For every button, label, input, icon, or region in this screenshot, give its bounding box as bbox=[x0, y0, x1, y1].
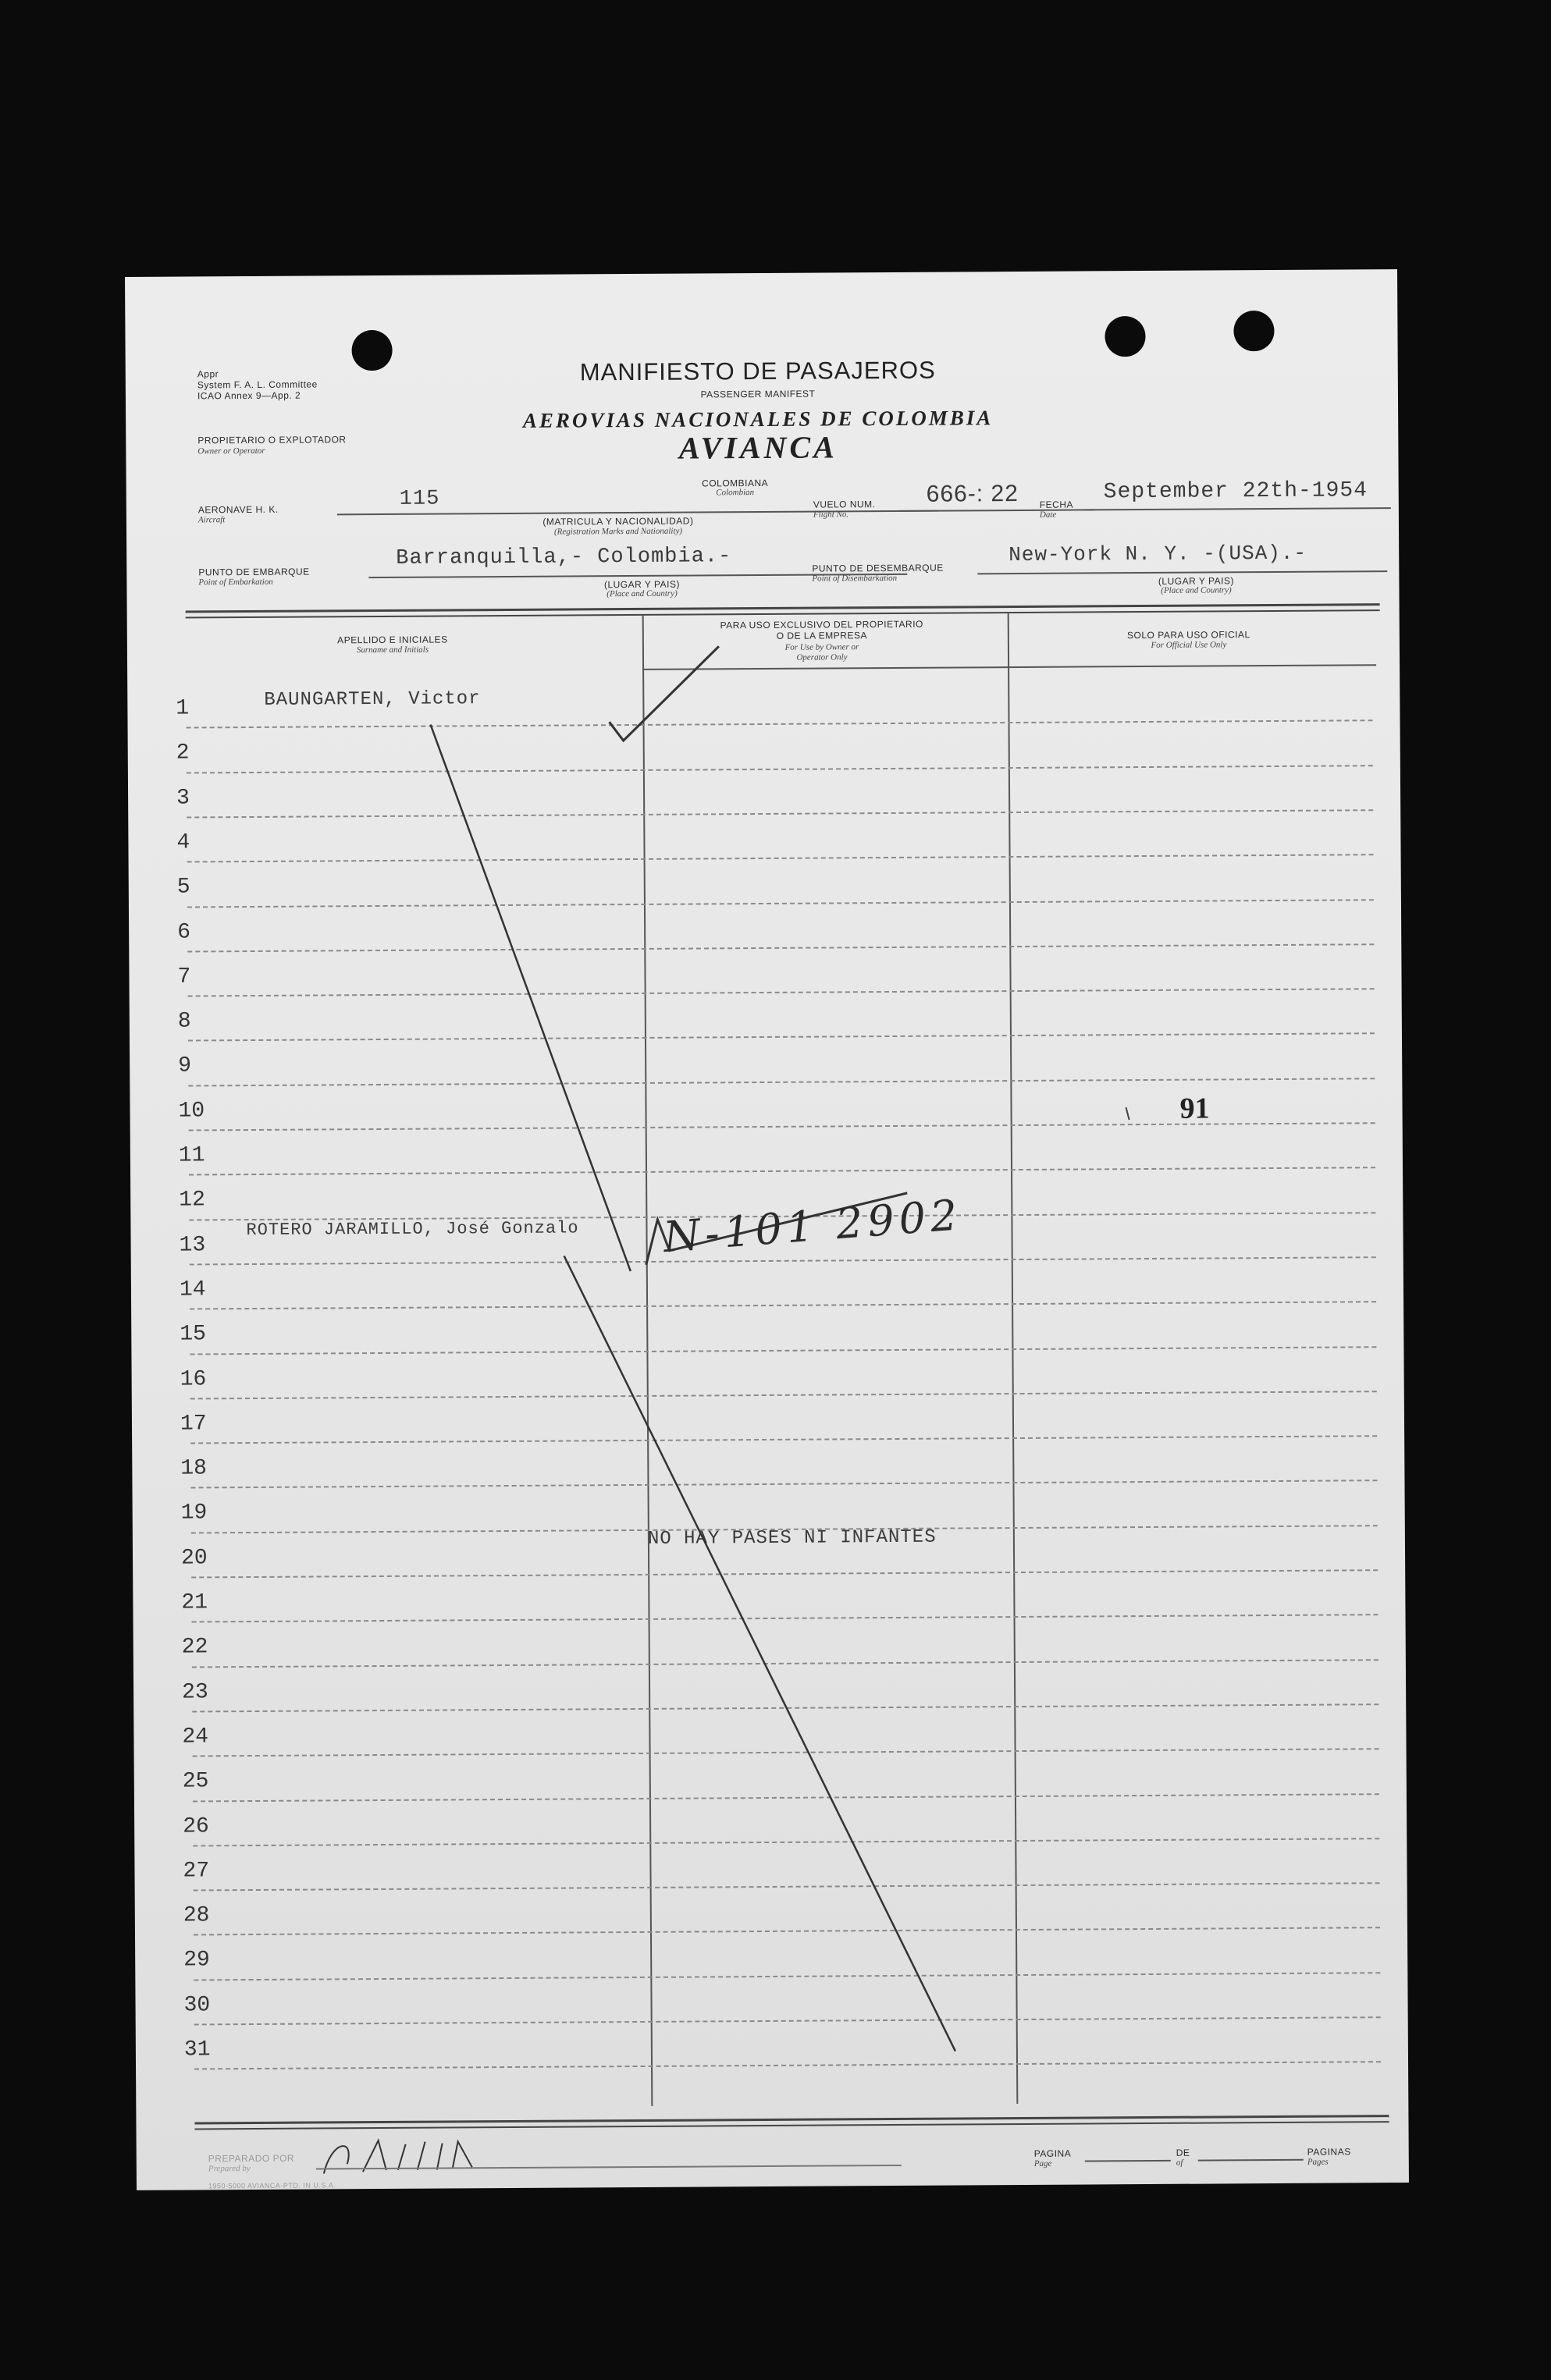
embarkation-value: Barranquilla,- Colombia.- bbox=[396, 545, 732, 570]
company-name: AEROVIAS NACIONALES DE COLOMBIA bbox=[522, 406, 994, 432]
aircraft-label: AERONAVE H. K. bbox=[197, 503, 279, 516]
prepared-by-label-en: Prepared by bbox=[208, 2164, 251, 2174]
row-number: 12 bbox=[179, 1188, 205, 1213]
row-number: 11 bbox=[178, 1143, 205, 1168]
row-number: 21 bbox=[181, 1590, 208, 1615]
row-number: 16 bbox=[180, 1366, 207, 1392]
disembarkation-sub: (LUGAR Y PAIS) bbox=[1158, 575, 1234, 587]
row-number: 6 bbox=[177, 919, 191, 945]
row-number: 5 bbox=[176, 875, 190, 900]
manifest-title-en: PASSENGER MANIFEST bbox=[700, 388, 816, 400]
column-operator-header-en: For Use by Owner or bbox=[784, 642, 859, 652]
row-number: 27 bbox=[183, 1859, 210, 1884]
date-value: September 22th-1954 bbox=[1103, 478, 1368, 505]
row-number: 31 bbox=[183, 2037, 211, 2062]
disembarkation-sub-en: (Place and Country) bbox=[1161, 585, 1232, 595]
flight-value: 666-: 22 bbox=[926, 480, 1019, 507]
row-number: 19 bbox=[180, 1501, 208, 1526]
row-number: 4 bbox=[176, 830, 190, 855]
owner-label: PROPIETARIO O EXPLOTADOR bbox=[197, 434, 347, 446]
row-number: 28 bbox=[183, 1903, 210, 1928]
row-number: 26 bbox=[183, 1813, 209, 1839]
row-number: 17 bbox=[180, 1412, 207, 1437]
row-number: 2 bbox=[176, 741, 190, 766]
official-number: 91 bbox=[1179, 1092, 1210, 1125]
pages-label: PAGINAS bbox=[1307, 2146, 1351, 2158]
column-operator-header-en-2: Operator Only bbox=[796, 652, 848, 662]
passenger-entry-14: ROTERO JARAMILLO, José Gonzalo bbox=[246, 1218, 579, 1241]
flight-label: VUELO NUM. bbox=[813, 499, 876, 510]
disembarkation-label-en: Point of Disembarkation bbox=[812, 573, 898, 584]
page-label: PAGINA bbox=[1033, 2147, 1072, 2159]
nationality-label-en: Colombian bbox=[716, 488, 755, 498]
row-number: 29 bbox=[183, 1948, 210, 1973]
aircraft-value: 115 bbox=[399, 487, 440, 511]
column-surname-header: APELLIDO E INICIALES bbox=[337, 634, 448, 646]
date-label-en: Date bbox=[1039, 510, 1057, 520]
passenger-entry-1: BAUNGARTEN, Victor bbox=[264, 688, 481, 711]
brand-name: AVIANCA bbox=[678, 429, 838, 466]
embarkation-label-en: Point of Embarkation bbox=[198, 577, 273, 588]
row-number: 7 bbox=[177, 964, 191, 989]
embarkation-sub: (LUGAR Y PAIS) bbox=[603, 578, 680, 591]
manifest-title: MANIFIESTO DE PASAJEROS bbox=[579, 356, 936, 386]
row-number: 20 bbox=[180, 1546, 208, 1571]
row-number: 10 bbox=[178, 1099, 205, 1124]
row-number: 18 bbox=[180, 1456, 208, 1481]
column-official-header: SOLO PARA USO OFICIAL bbox=[1126, 629, 1250, 641]
of-label: DE bbox=[1176, 2147, 1190, 2158]
row-number: 22 bbox=[181, 1635, 208, 1660]
column-operator-header: PARA USO EXCLUSIVO DEL PROPIETARIO bbox=[720, 618, 923, 631]
prepared-by-label: PREPARADO POR bbox=[208, 2152, 295, 2165]
handwritten-ticket-number: N-101 2902 bbox=[661, 1190, 964, 1263]
row-number: 13 bbox=[179, 1232, 206, 1258]
date-label: FECHA bbox=[1039, 499, 1074, 510]
pages-label-en: Pages bbox=[1307, 2157, 1329, 2167]
approval-line-1: Appr bbox=[197, 368, 219, 380]
aircraft-label-en: Aircraft bbox=[197, 515, 226, 525]
embarkation-label: PUNTO DE EMBARQUE bbox=[198, 566, 310, 578]
row-number: 15 bbox=[180, 1322, 206, 1347]
row-number: 8 bbox=[177, 1009, 191, 1034]
owner-label-en: Owner or Operator bbox=[197, 446, 265, 456]
registration-label-en: (Registration Marks and Nationality) bbox=[553, 526, 683, 537]
nationality-label: COLOMBIANA bbox=[702, 477, 769, 489]
column-official-header-en: For Official Use Only bbox=[1151, 640, 1227, 650]
no-passes-note: NO HAY PASES NI INFANTES bbox=[647, 1526, 937, 1550]
disembarkation-label: PUNTO DE DESEMBARQUE bbox=[812, 562, 944, 574]
disembarkation-value: New-York N. Y. -(USA).- bbox=[1009, 541, 1307, 567]
page-label-en: Page bbox=[1033, 2158, 1052, 2169]
row-number: 25 bbox=[182, 1769, 209, 1794]
row-number: 23 bbox=[182, 1679, 208, 1705]
row-number: 9 bbox=[178, 1053, 192, 1078]
column-surname-header-en: Surname and Initials bbox=[356, 645, 429, 655]
manifest-sheet bbox=[125, 269, 1409, 2190]
of-label-en: of bbox=[1176, 2158, 1183, 2168]
column-operator-header-2: O DE LA EMPRESA bbox=[776, 630, 867, 641]
row-number: 1 bbox=[176, 696, 190, 721]
approval-line-2: System F. A. L. Committee bbox=[197, 378, 318, 391]
row-number: 14 bbox=[179, 1277, 206, 1302]
approval-line-3: ICAO Annex 9—App. 2 bbox=[197, 389, 301, 402]
embarkation-sub-en: (Place and Country) bbox=[607, 588, 678, 599]
row-number: 24 bbox=[182, 1725, 209, 1749]
flight-label-en: Flight No. bbox=[813, 510, 849, 520]
registration-label: (MATRICULA Y NACIONALIDAD) bbox=[542, 515, 694, 528]
row-number: 30 bbox=[183, 1993, 211, 2018]
row-number: 3 bbox=[176, 786, 190, 811]
printer-imprint: 1950-5000 AVIANCA-PTD. IN U.S.A. bbox=[208, 2181, 336, 2190]
